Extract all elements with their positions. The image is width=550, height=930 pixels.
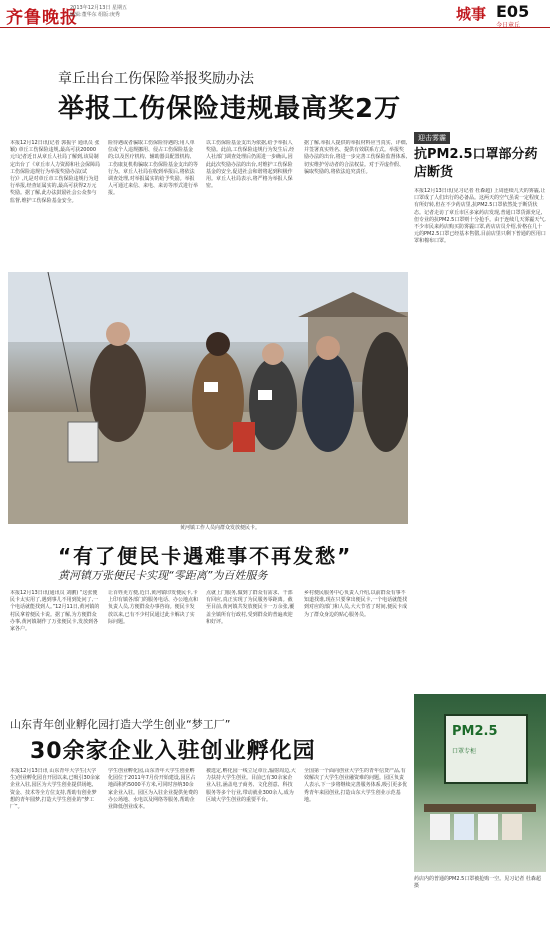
- article1-headline: 举报工伤保险违规最高奖2万: [58, 94, 402, 124]
- sidebar-body: 本报12月13日讯(见习记者 杜森超) 上周连续几天的雾霾,让口罩成了人们出行的必备品。这两天的空气虽说一定程度上有所好转,但在不少药店里,抗PM2.5口罩依然处于断货状态。记者走访了章丘市区多家药店发现,普通口罩货源充足,但专业的抗PM2.5口罩则十分抢手。由于连续几天雾霾天气,不少市民来药店购买防雾霾口罩,药店店员介绍,价格在几十元的PM2.5口罩已经基本售罄,目前店里只剩下普通的医用口罩和棉布口罩。: [414, 188, 546, 245]
- article1-col4: 据了解,举报人提供的举报材料应当真实、详细,并签署真实姓名、提供有效联系方式。举报奖励办法的出台,将进一步完善工伤保险监督体系,切实维护劳动者的合法权益。对于弄虚作假、骗取奖励的,将依法追究责任。: [304, 140, 408, 175]
- photo1-caption: 黄河镇工作人员向群众发放便民卡。: [180, 525, 261, 531]
- photo-illustration: [8, 272, 408, 524]
- masthead: [0, 0, 550, 28]
- article1-col2: 险待遇或者骗取工伤保险待遇的;用人单位或个人违规挪用、侵占工伤保险基金的;以及医疗机构、辅助器具配置机构、工伤康复机构骗取工伤保险基金支出的等行为。章丘人社局在收到举报后,将依法调查处理,对举报属实的给予奖励。举报人可通过来信、来电、来访等形式进行举报。: [108, 140, 198, 197]
- article3-col3: 被选定,孵化园一线立足章丘,辐射周边,大力扶持大学生创业。目前已有30余家企业入驻,涵盖电子商务、文化创意、科技服务等多个行业,带动就业300余人,成为区域大学生创业的重要平台。: [206, 768, 296, 803]
- photo-people-street: [8, 272, 408, 524]
- date-line-2: 编辑:董华东 组版:庚秀: [70, 12, 120, 18]
- photo2-caption: 药店内的普通的PM2.5口罩被抢购一空。见习记者 杜森超 摄: [414, 876, 541, 889]
- article3-kicker: 山东青年创业孵化园打造大学生创业“梦工厂”: [10, 718, 231, 731]
- article2-headline: “有了便民卡遇难事不再发愁”: [58, 544, 353, 568]
- article3-col4: 全国第一个面向创业大学生的青年信贷产品,有效解决了大学生创业融资难的问题。园区负责人表示,下一步将继续完善服务体系,吸引更多优秀青年来园创业,打造山东大学生创业示范基地。: [304, 768, 408, 803]
- newspaper-logo: 齐鲁晚报: [6, 8, 78, 28]
- photo-pm25-mask-display: [414, 694, 546, 872]
- sidebar-label: 迎击雾霾: [414, 132, 450, 144]
- section-name: 城事: [456, 5, 487, 23]
- sub-section-name: 今日章丘: [496, 22, 521, 29]
- sidebar-title: 抗PM2.5口罩部分药店断货: [414, 147, 538, 180]
- date-line: [70, 5, 127, 19]
- date-line-1: 2013年12月13日 星期五: [70, 5, 128, 11]
- article3-col1: 本报12月13日讯 山东青年大学生(大学生)创业孵化园自开园以来,已吸引30余家企业入驻,园区为大学生创业提供场地、资金、技术等全方位支持,帮助有创业梦想的青年圆梦,打造大学生创业的“梦工厂”。: [10, 768, 100, 811]
- pm25-sign-subtext: 口罩专柜: [452, 748, 477, 755]
- article3-headline: 30余家企业入驻创业孵化园: [30, 739, 316, 764]
- article2-col1: 本报12月13日讯(通讯员 刘鹏) “这张便民卡太实用了,遇到事儿不用到处问了,一个电话就能找到人。”12月11日,黄河镇的村民拿着便民卡说。据了解,为方便群众办事,黄河镇制作了万张便民卡,发放到各家各户。: [10, 590, 100, 633]
- article2-col3: 点就上门服务,做到了群众有需求、干部有回应,真正实现了为民服务零距离。截至目前,黄河镇共发放便民卡一万余张,覆盖全镇所有行政村,受到群众的普遍欢迎和好评。: [206, 590, 295, 625]
- article2-col2: 让百姓更方便,近日,黄河镇印发便民卡,卡上印有镇各部门的服务电话、办公地点和负责人员,方便群众办事咨询。便民卡发放以来,已有不少村民通过此卡解决了实际问题。: [108, 590, 198, 625]
- article3-col2: 学生创业孵化园,山东青年大学生创业孵化园位于2011年7月份开始建设,园区占地面积约5000平方米,可同时容纳30余家企业入驻。园区为入驻企业提供免费的办公场地、水电以及网络等服务,帮助企业降低创业成本。: [108, 768, 198, 811]
- pm25-sign-text: PM2.5: [452, 724, 498, 739]
- mask-shelf-illustration: [414, 694, 546, 872]
- page-number: E05: [496, 2, 530, 21]
- article2-subheadline: 黄河镇万张便民卡实现“零距离”为百姓服务: [58, 569, 268, 582]
- sidebar-news: [414, 132, 546, 492]
- article2-col4: 乡村便民服务中心负责人介绍,以前群众有事不知道找谁,现在只要拿出便民卡,一个电话就能找到对应的部门和人员,大大节省了时间,便民卡成为了群众身边的贴心服务员。: [304, 590, 408, 618]
- article1-kicker: 章丘出台工伤保险举报奖励办法: [58, 71, 254, 87]
- article1-col1: 本报12月12日讯(记者 郭振宇 通讯员 张颖) 章丘工伤保险违规,最高可获20000元!记者近日从章丘人社局了解到,该局制定出台了《章丘市人力资源和社会保障局工伤保险违规行为举报奖励办法(试行)》,凡是对章丘市工伤保险违规行为进行举报,经查证属实的,最高可获得2万元奖励。据了解,此办法鼓励社会公众参与监督,维护工伤保险基金安全。: [10, 140, 100, 204]
- article1-col3: 以工伤保险基金支出为依据,给予举报人奖励。此前,工伤保险违规行为发生后,经人社部门调查处理后仍需进一步确认,因此此次奖励办法的出台,对维护工伤保险基金的安全,促进社会和谐将起到积极作用。章丘人社局表示,将严格为举报人保密。: [206, 140, 295, 190]
